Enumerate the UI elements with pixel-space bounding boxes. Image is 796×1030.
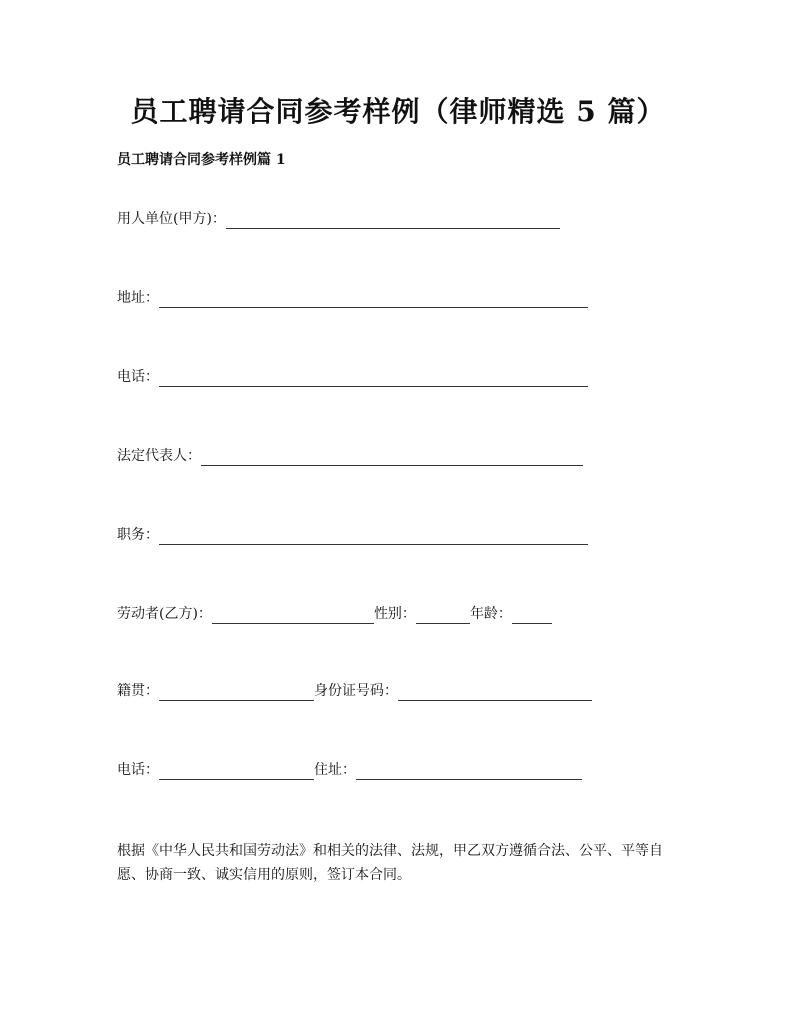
document-title: 员工聘请合同参考样例（律师精选 5 篇）: [130, 95, 666, 128]
worker-label: 劳动者(乙方)：: [117, 606, 212, 622]
section-heading: 员工聘请合同参考样例篇 1: [117, 152, 286, 168]
position-blank[interactable]: [159, 528, 588, 545]
legal-rep-label: 法定代表人：: [117, 448, 201, 464]
employer-address-row: [117, 288, 588, 310]
legal-rep-blank[interactable]: [201, 449, 583, 466]
id-number-blank[interactable]: [398, 684, 592, 701]
employer-unit-blank[interactable]: [226, 212, 560, 229]
residence-blank[interactable]: [356, 763, 582, 780]
employee-phone-blank[interactable]: [159, 763, 314, 780]
gender-blank[interactable]: [416, 607, 470, 624]
employee-phone-label: 电话：: [117, 762, 159, 778]
origin-blank[interactable]: [159, 684, 314, 701]
employee-phone-row: [117, 760, 582, 782]
employer-unit-label: 用人单位(甲方)：: [117, 211, 226, 227]
worker-row: [117, 604, 552, 626]
residence-label: 住址：: [314, 762, 356, 778]
employer-address-blank[interactable]: [159, 291, 588, 308]
id-number-label: 身份证号码：: [314, 683, 398, 699]
position-label: 职务：: [117, 527, 159, 543]
legal-rep-row: [117, 446, 583, 468]
intro-paragraph: 根据《中华人民共和国劳动法》和相关的法律、法规，甲乙双方遵循合法、公平、平等自愿、协商一致、诚实信用的原则，签订本合同。: [117, 843, 663, 883]
employer-phone-label: 电话：: [117, 369, 159, 385]
employer-address-label: 地址：: [117, 290, 159, 306]
employer-phone-row: [117, 367, 588, 389]
origin-row: [117, 681, 592, 703]
employer-phone-blank[interactable]: [159, 370, 588, 387]
gender-label: 性别：: [373, 606, 416, 622]
position-row: [117, 525, 588, 547]
worker-blank[interactable]: [212, 607, 374, 624]
age-blank[interactable]: [512, 607, 552, 624]
age-label: 年龄：: [469, 606, 512, 622]
employer-unit-row: [117, 209, 560, 231]
origin-label: 籍贯：: [117, 683, 159, 699]
